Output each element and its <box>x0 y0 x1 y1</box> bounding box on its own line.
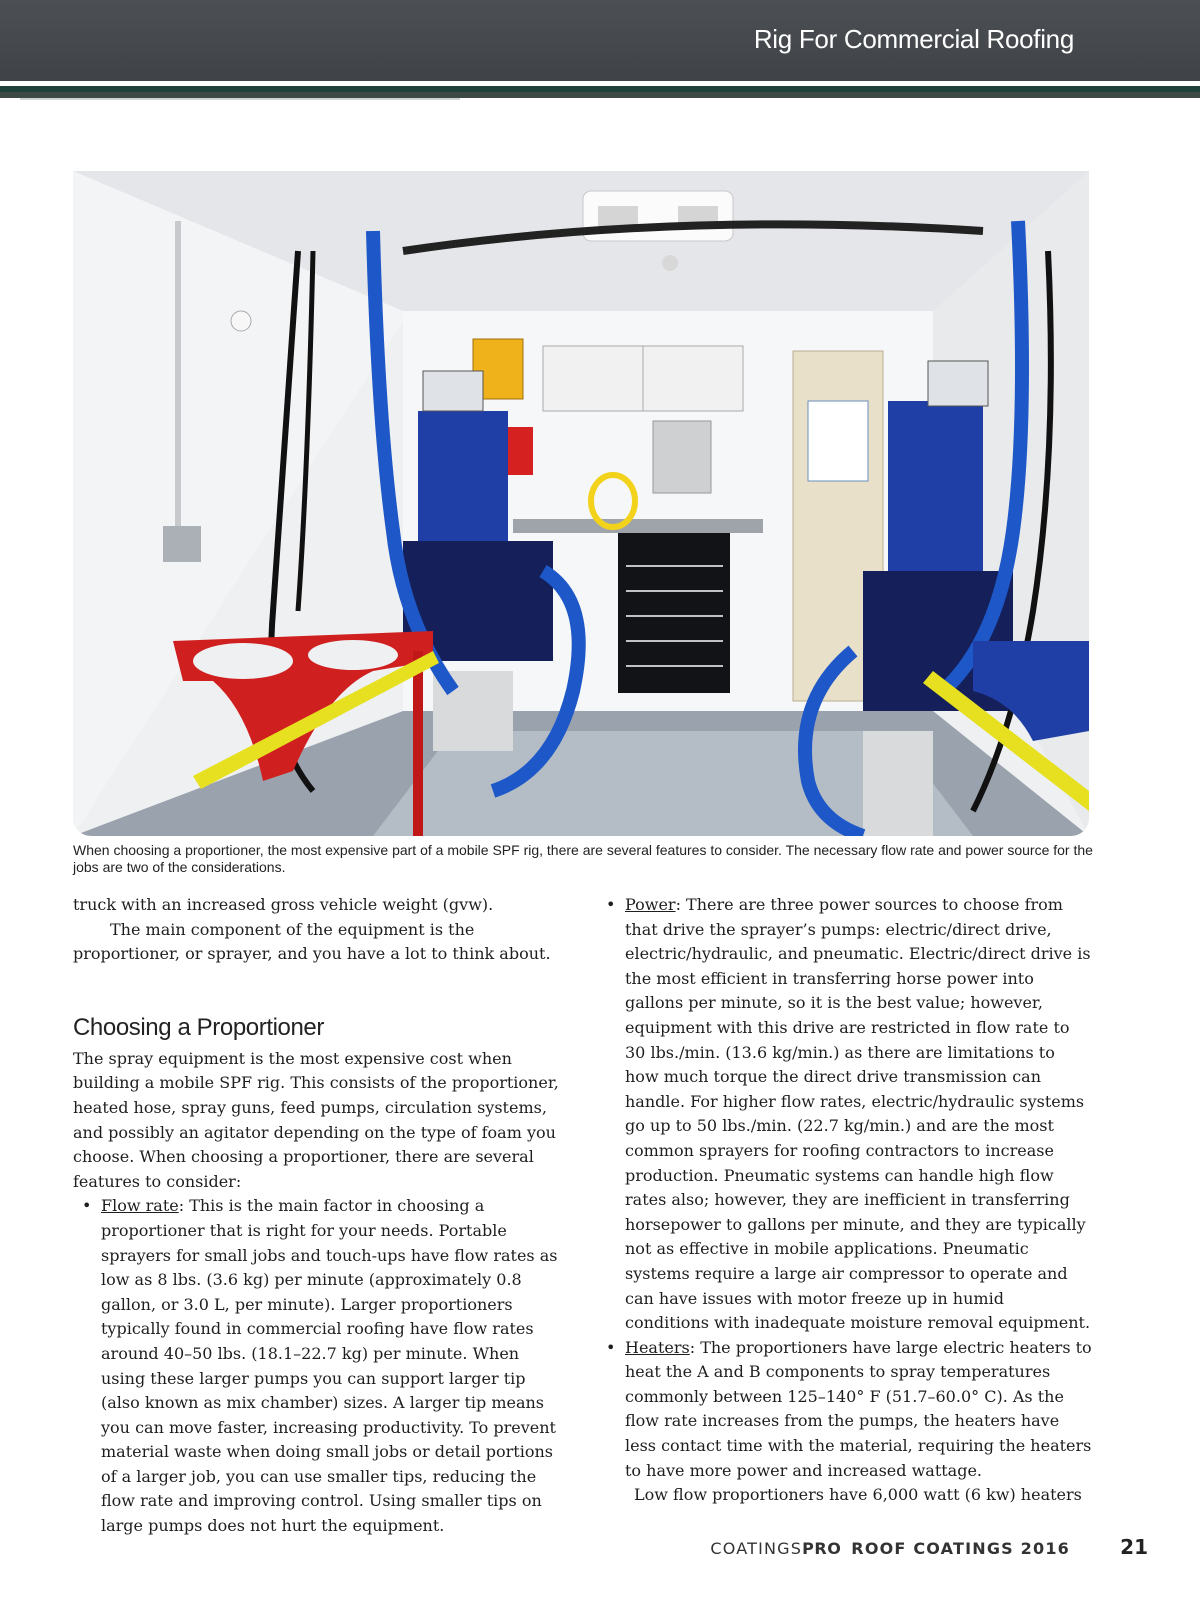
list-item-flow-rate <box>73 1194 568 1538</box>
header-band <box>0 0 1200 81</box>
list-item-power <box>597 893 1092 1336</box>
term-heaters: Heaters <box>625 1337 690 1357</box>
feature-list-right <box>597 893 1092 1483</box>
list-item-heaters <box>597 1336 1092 1484</box>
right-column <box>597 893 1092 1508</box>
page-number: 21 <box>1120 1535 1148 1559</box>
footer-brand-light: COATINGS <box>710 1539 803 1558</box>
photo-caption: When choosing a proportioner, the most expensive part of a mobile SPF rig, there are several features to consider. The necessary flow rate and power source for the jobs are two of the considerations. <box>73 842 1093 875</box>
footer-brand-bold: PRO <box>802 1539 842 1558</box>
term-power: Power <box>625 895 676 914</box>
page-footer <box>710 1539 1070 1558</box>
footer-publication: ROOF COATINGS 2016 <box>851 1539 1070 1558</box>
proportioner-paragraph: The spray equipment is the most expensive cost when building a mobile SPF rig. This consists of the proportioner, heated hose, spray guns, feed pumps, circulation systems, and possibly an agitator depending on the type of foam you choose. When choosing a proportioner, there are several features to consider: <box>73 1048 559 1191</box>
header-stripe-thin <box>20 98 460 100</box>
left-column <box>73 893 568 1539</box>
running-head-title: Rig For Commercial Roofing <box>753 24 1074 54</box>
feature-list-left <box>73 1194 568 1538</box>
section-heading: Choosing a Proportioner <box>73 1013 324 1041</box>
power-text: : There are three power sources to choose from that drive the sprayer’s pumps: electric/direct drive, electric/hydraulic, and pneumatic. Electric/direct drive is the most efficient in transferring horse power into gallons per minute, so it is the best value; however, equipment with this drive are restricted in flow rate to 30 lbs./min. (13.6 kg/min.) as there are limitations to how much torque the direct drive transmission can handle. For higher flow rates, electric/hydraulic systems go up to 50 lbs./min. (22.7 kg/min.) and are the most common sprayers for roofing contractors to increase production. Pneumatic systems can handle high flow rates also; however, they are inefficient in transferring horsepower to gallons per minute, and they are typically not as effective in mobile applications. Pneumatic systems require a large air compressor to operate and can have issues with motor freeze up in humid conditions with inadequate moisture removal equipment. <box>625 895 1091 1333</box>
rig-interior-photo <box>73 171 1089 836</box>
flow-rate-text: : This is the main factor in choosing a proportioner that is right for your needs. Portable sprayers for small jobs and touch-ups have flow rates as low as 8 lbs. (3.6 kg) per minute (approximately 0.8 gallon, or 3.0 L, per minute). Larger proportioners typically found in commercial roofing have flow rates around 40–50 lbs. (18.1–22.7 kg) per minute. When using these larger pumps you can support larger tip (also known as mix chamber) sizes. A larger tip means you can move faster, increasing productivity. To prevent material waste when doing small jobs or detail portions of a larger job, you can use smaller tips, reducing the flow rate and improving control. Using smaller tips on large pumps does not hurt the equipment. <box>101 1196 558 1536</box>
intro-paragraph: The main component of the equipment is the proportioner, or sprayer, and you have a lot to think about. <box>73 919 551 964</box>
term-flow-rate: Flow rate <box>101 1196 179 1216</box>
continued-paragraph: truck with an increased gross vehicle weight (gvw). <box>73 895 494 914</box>
low-flow-paragraph: Low flow proportioners have 6,000 watt (6 kw) heaters <box>634 1485 1082 1505</box>
heaters-text: : The proportioners have large electric heaters to heat the A and B components to spray temperatures commonly between 125–140° F (51.7–60.0° C). As the flow rate increases from the pumps, the heaters have less contact time with the material, requiring the heaters to have more power and increased wattage. <box>625 1337 1092 1480</box>
